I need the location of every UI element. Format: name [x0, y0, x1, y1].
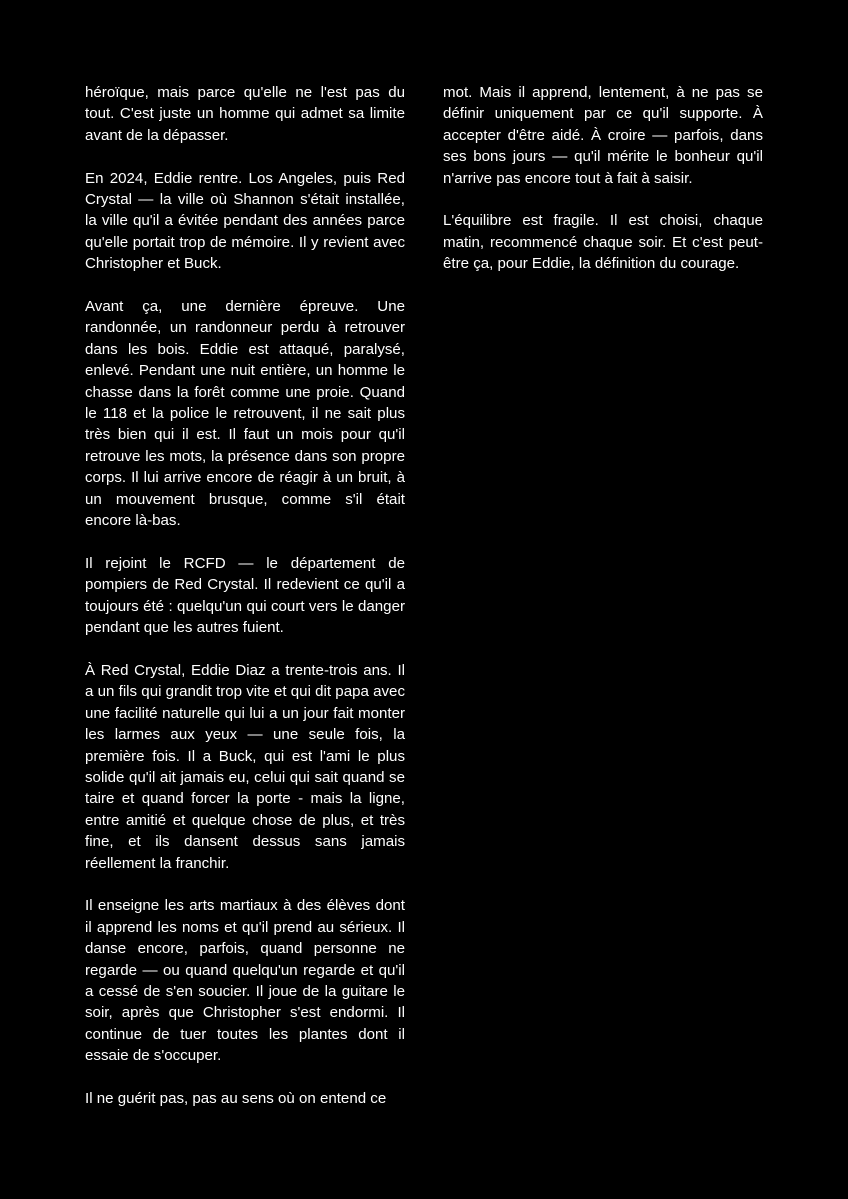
left-text-column [85, 82, 405, 1131]
paragraph: À Red Crystal, Eddie Diaz a trente-trois ans. Il a un fils qui grandit trop vite et qui dit papa avec une facilité naturelle qui lui a un jour fait monter les larmes aux yeux — une seule fois, la première fois. Il a Buck, qui est l'ami le plus solide qu'il ait jamais eu, celui qui sait quand se taire et quand forcer la porte - mais la ligne, entre amitié et quelque chose de plus, et très fine, et ils dansent dessus sans jamais réellement la franchir. [85, 661, 405, 872]
paragraph: Il rejoint le RCFD — le département de pompiers de Red Crystal. Il redevient ce qu'il a toujours été : quelqu'un qui court vers le danger pendant que les autres fuient. [85, 554, 405, 637]
paragraph-continued: Il ne guérit pas, pas au sens où on entend ce [85, 1090, 387, 1107]
paragraph: mot. Mais il apprend, lentement, à ne pas se définir uniquement par ce qu'il supporte. À accepter d'être aidé. À croire — parfois, dans ses bons jours — qu'il mérite le bonheur qu'il n'arrive pas encore tout à fait à saisir. [443, 84, 763, 187]
paragraph: Avant ça, une dernière épreuve. Une randonnée, un randonneur perdu à retrouver dans les bois. Eddie est attaqué, paralysé, enlevé. Pendant une nuit entière, un homme le chasse dans la forêt comme une proie. Quand le 118 et la police le retrouvent, il ne sait plus très bien qui il est. Il faut un mois pour qu'il retrouve les mots, la présence dans son propre corps. Il lui arrive encore de réagir à un bruit, à un mouvement brusque, comme s'il était encore là-bas. [85, 298, 405, 530]
paragraph: héroïque, mais parce qu'elle ne l'est pas du tout. C'est juste un homme qui admet sa limite avant de la dépasser. [85, 84, 405, 144]
paragraph: En 2024, Eddie rentre. Los Angeles, puis Red Crystal — la ville où Shannon s'était installée, la ville qu'il a évitée pendant des années parce qu'elle portait trop de mémoire. Il y revient avec Christopher et Buck. [85, 169, 405, 273]
paragraph: L'équilibre est fragile. Il est choisi, chaque matin, recommencé chaque soir. Et c'est peut-être ça, pour Eddie, la définition du courage. [443, 212, 763, 273]
right-text-column [443, 82, 763, 296]
paragraph: Il enseigne les arts martiaux à des élèves dont il apprend les noms et qu'il prend au sérieux. Il danse encore, parfois, quand personne ne regarde — ou quand quelqu'un regarde et qu'il a cessé de s'en soucier. Il joue de la guitare le soir, après que Christopher s'est endormi. Il continue de tuer toutes les plantes dont il essaie de s'occuper. [85, 897, 405, 1065]
